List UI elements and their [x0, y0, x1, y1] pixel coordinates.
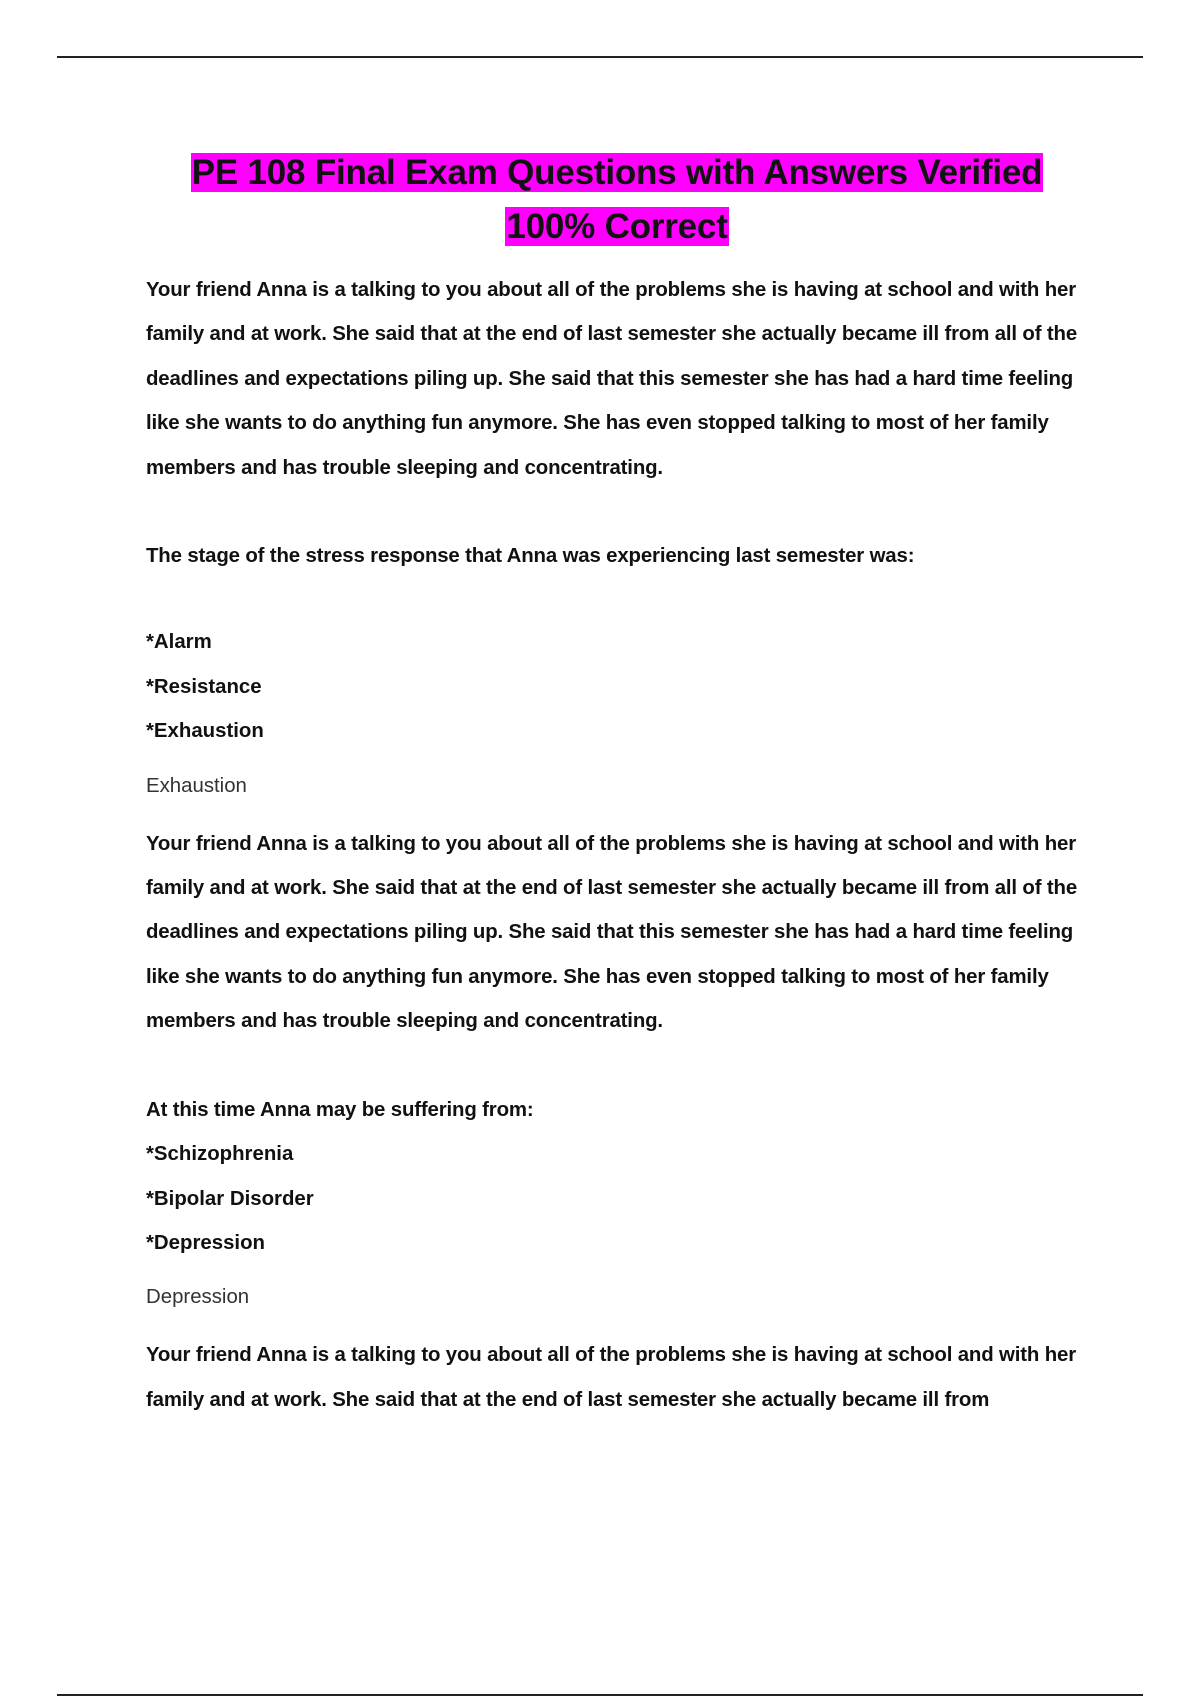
question-1-answer: Exhaustion [146, 774, 247, 797]
question-2-option-1: *Schizophrenia [146, 1143, 294, 1166]
title-line-2: 100% Correct [506, 207, 728, 246]
document-title [146, 146, 1088, 254]
question-3-scenario-partial: Your friend Anna is a talking to you about all of the problems she is having at school and with her family and at work. She said that at the end of last semester she actually became ill from [146, 1344, 1077, 1411]
document-body [146, 146, 1088, 1422]
question-2-option-3: *Depression [146, 1231, 265, 1254]
question-block-2 [146, 822, 1088, 1310]
question-2-prompt: At this time Anna may be suffering from: [146, 1098, 534, 1121]
top-rule [57, 56, 1143, 58]
question-2-scenario: Your friend Anna is a talking to you about all of the problems she is having at school and with her family and at work. She said that at the end of last semester she actually became ill from all of the deadlines and expectations piling up. She said that this semester she has had a hard time feeling like she wants to do anything fun anymore. She has even stopped talking to most of her family members and has trouble sleeping and concentrating. [146, 832, 1078, 1033]
question-2-option-2: *Bipolar Disorder [146, 1187, 314, 1210]
question-block-1 [146, 268, 1088, 798]
bottom-rule [57, 1694, 1143, 1696]
spacer [146, 578, 1088, 620]
question-1-option-1: *Alarm [146, 631, 212, 654]
question-2-answer: Depression [146, 1286, 250, 1309]
spacer [146, 1044, 1088, 1088]
question-1-scenario: Your friend Anna is a talking to you about all of the problems she is having at school and with her family and at work. She said that at the end of last semester she actually became ill from all of the deadlines and expectations piling up. She said that this semester she has had a hard time feeling like she wants to do anything fun anymore. She has even stopped talking to most of her family members and has trouble sleeping and concentrating. [146, 279, 1078, 479]
question-1-prompt: The stage of the stress response that Anna was experiencing last semester was: [146, 545, 915, 568]
spacer [146, 490, 1088, 534]
title-line-1: PE 108 Final Exam Questions with Answers Verified [191, 153, 1043, 192]
question-1-option-3: *Exhaustion [146, 720, 264, 743]
question-1-option-2: *Resistance [146, 675, 262, 698]
